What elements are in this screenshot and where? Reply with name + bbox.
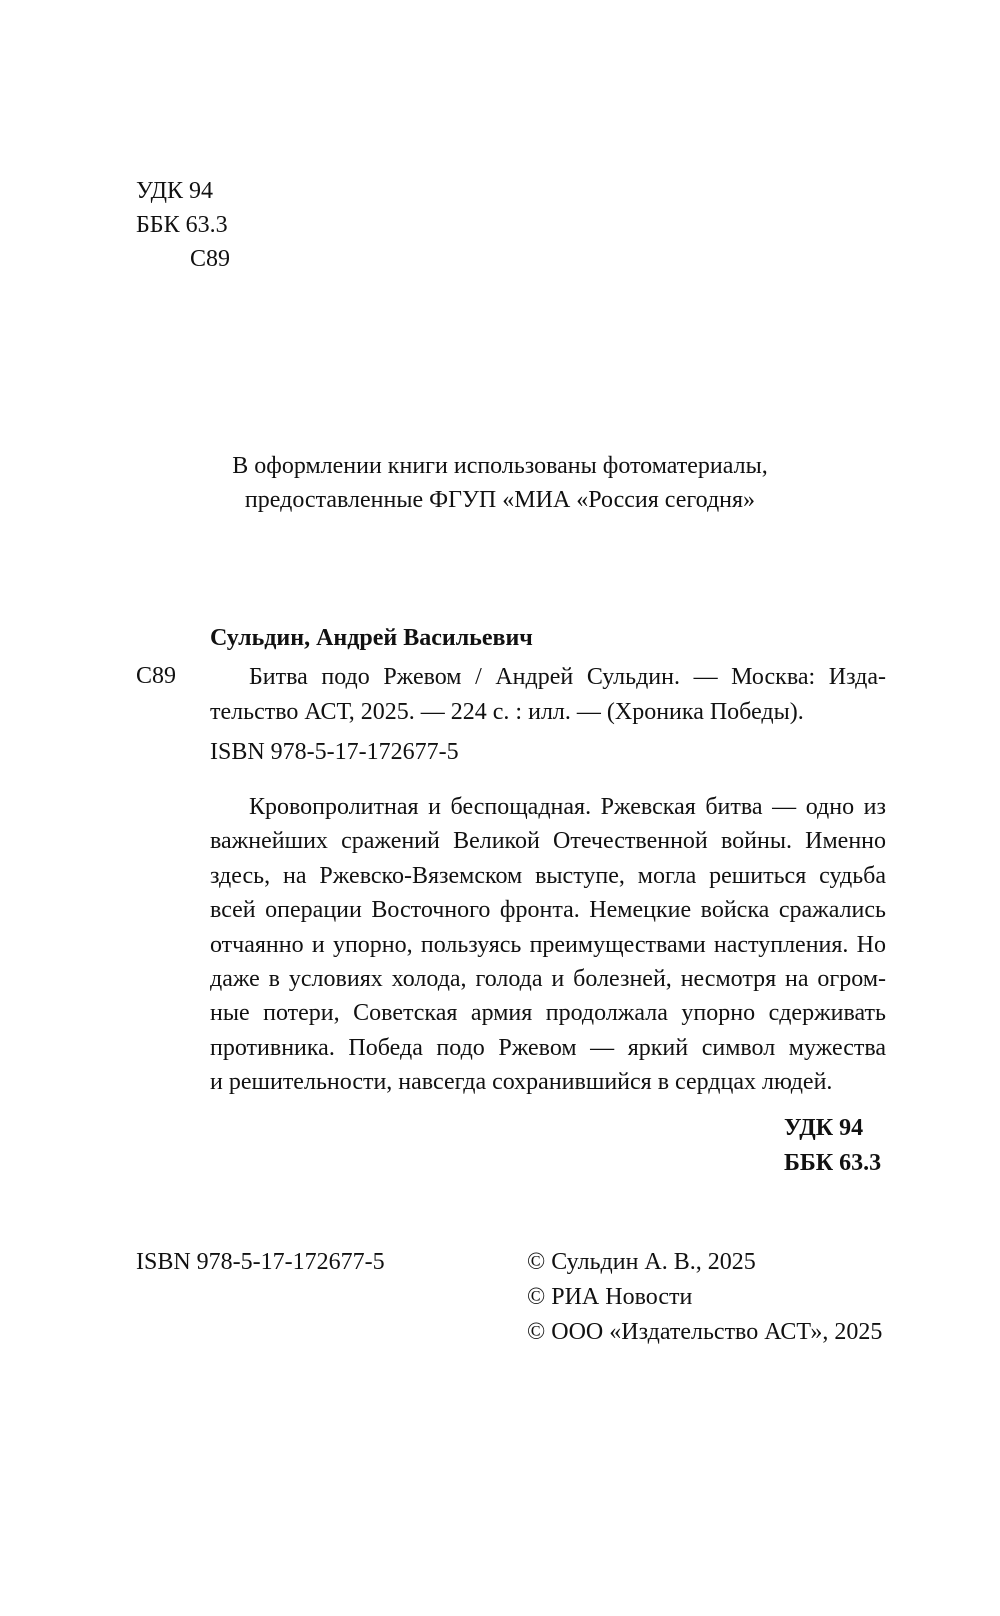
photo-credit-line-2: предоставленные ФГУП «МИА «Россия сегодня» bbox=[244, 487, 756, 513]
annotation-line: Кровопролитная и беспощадная. Ржевская битва — одно из bbox=[249, 794, 886, 820]
bbk-code-top: ББК 63.3 bbox=[136, 212, 228, 238]
annotation-line: всей операции Восточного фронта. Немецкие войска сражались bbox=[210, 897, 886, 924]
isbn-record: ISBN 978-5-17-172677-5 bbox=[210, 739, 459, 765]
bbk-code: ББК 63.3 bbox=[784, 1150, 882, 1176]
annotation-line: здесь, на Ржевско-Вяземском выступе, могла решиться судьба bbox=[210, 862, 886, 889]
udk-code-top: УДК 94 bbox=[136, 178, 213, 204]
annotation-line: ные потери, Советская армия продолжала упорно сдерживать bbox=[210, 1000, 886, 1027]
annotation-line: важнейших сражений Великой Отечественной войны. Именно bbox=[210, 828, 886, 855]
annotation-line: отчаянно и упорно, пользуясь преимуществами наступления. Но bbox=[210, 931, 886, 958]
author-mark-top: С89 bbox=[190, 246, 231, 272]
footer-isbn: ISBN 978-5-17-172677-5 bbox=[136, 1249, 385, 1275]
bibliographic-description bbox=[210, 660, 886, 730]
annotation bbox=[210, 790, 886, 1100]
udk-code: УДК 94 bbox=[784, 1115, 864, 1141]
description-line: тельство АСТ, 2025. — 224 с. : илл. — (Хроника Победы). bbox=[210, 699, 804, 725]
copyright-ria: © РИА Новости bbox=[527, 1284, 693, 1310]
copyright-publisher: © ООО «Издательство АСТ», 2025 bbox=[527, 1319, 883, 1345]
author-name: Сульдин, Андрей Васильевич bbox=[210, 625, 533, 651]
copyright-author: © Сульдин А. В., 2025 bbox=[527, 1249, 756, 1275]
annotation-line: противника. Победа подо Ржевом — яркий символ мужества bbox=[210, 1034, 886, 1061]
annotation-line: и решительности, навсегда сохранившийся в сердцах людей. bbox=[210, 1069, 833, 1096]
description-line: Битва подо Ржевом / Андрей Сульдин. — Москва: Изда- bbox=[249, 664, 886, 690]
annotation-line: даже в условиях холода, голода и болезней, несмотря на огром- bbox=[210, 966, 886, 993]
photo-credit-line-1: В оформлении книги использованы фотоматериалы, bbox=[232, 453, 768, 479]
author-mark: С89 bbox=[136, 663, 177, 689]
